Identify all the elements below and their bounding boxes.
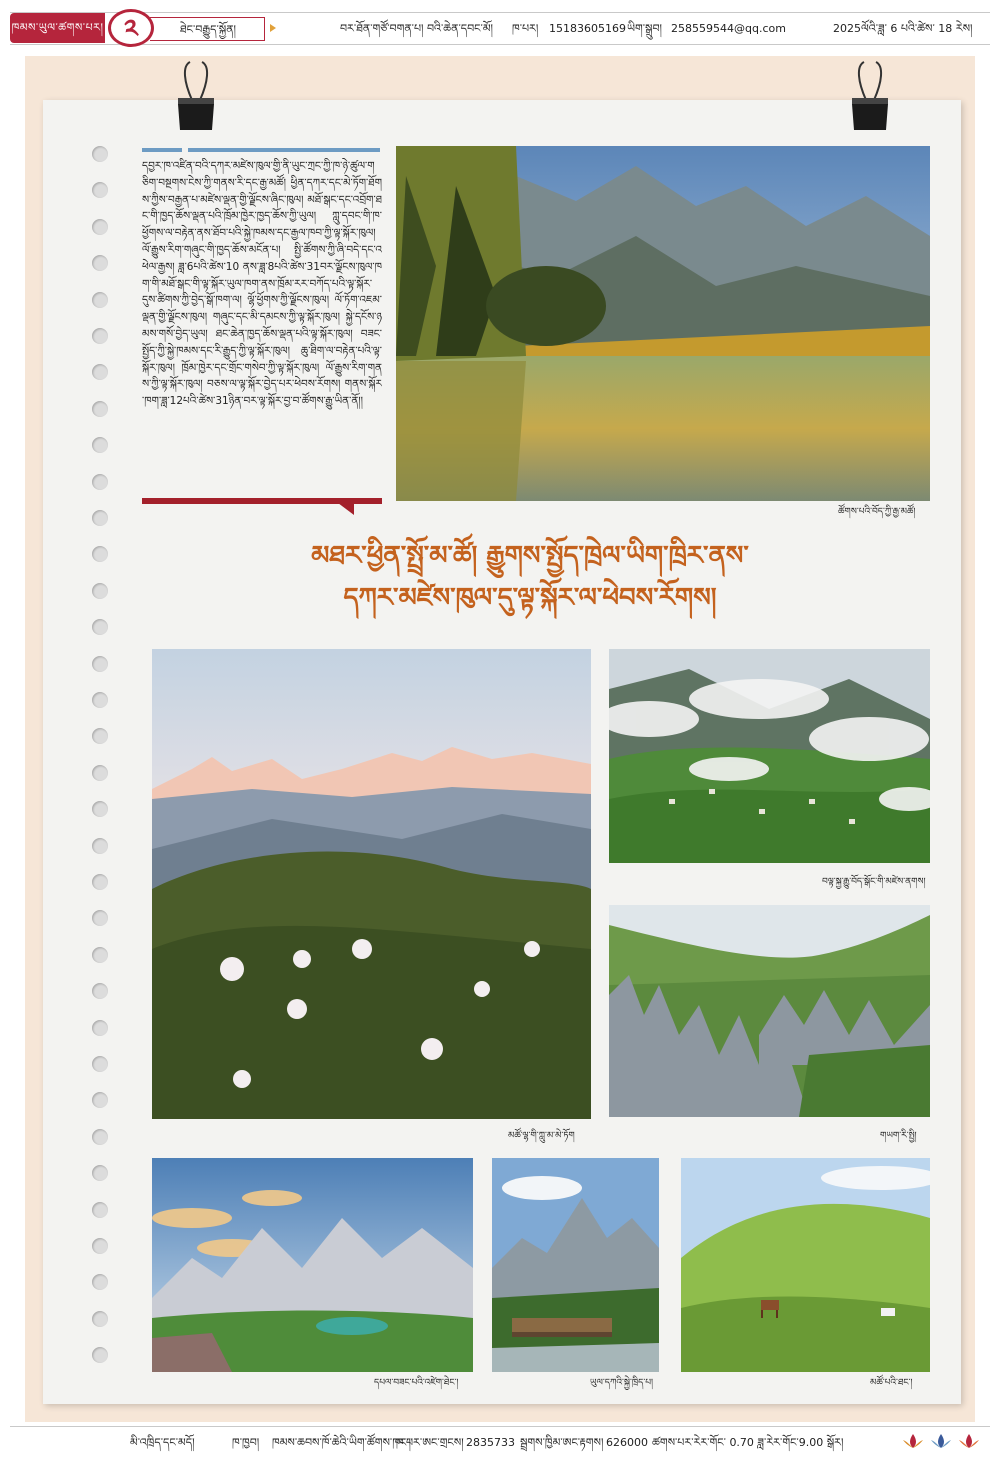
footer-office: ཁམས་ཆབས་ཁོ་ཆེའི་ཡིག་ཚོགས་ཁང་། [272, 1436, 411, 1449]
masthead: ཁམས་ཡུལ་ཚགས་པར། [10, 13, 105, 43]
binder-hole [92, 656, 108, 672]
photo-stone-forest [609, 905, 930, 1117]
binder-hole [92, 292, 108, 308]
email-label: ཡིག་སྒྲུབ། [627, 22, 662, 35]
email[interactable]: 258559544@qq.com [671, 22, 786, 35]
binder-hole [92, 838, 108, 854]
caption: མཚོ་ལྷ་གི་ཀླུ་མ་མེ་ཏོག [508, 1131, 575, 1141]
caption: གཡག་རི་སྤྱི། [880, 1131, 917, 1141]
photo-misty-village [609, 649, 930, 863]
binder-hole [92, 1238, 108, 1254]
headline-line-1: མཐར་ཕྱིན་སྤྲོ་མ་ཚོ། རྒྱུགས་སྤྱོད་ཁྲེལ་ཡིག་ཁྲིར་ནས་ [311, 541, 749, 571]
binder-hole [92, 146, 108, 162]
phone-number: 15183605169 [549, 22, 626, 35]
binder-hole [92, 692, 108, 708]
caption: བལྟ་སྐྱ་རྒྱུ་བོད་སྒོང་གི་མཛེས་ནགས། [822, 877, 926, 887]
lotus-ornament-icon [956, 1432, 982, 1450]
footer-postcode: 626000 [606, 1436, 648, 1449]
header-top-rule [10, 12, 990, 13]
binder-hole [92, 765, 108, 781]
binder-hole [92, 947, 108, 963]
caption: དཔལ་བཟང་པའི་འཛེག་ཐེང་། [374, 1378, 459, 1388]
footer-address: ཁ་ཁྱབ། [232, 1436, 260, 1449]
header-bottom-rule [10, 44, 990, 45]
headline-line-2: དཀར་མཛེས་ཁུལ་དུ་ལྟ་སྐོར་ལ་ཕེབས་རོགས། [343, 583, 717, 613]
article-body: དབྱར་ཁ་འཛིན་བའི་དཀར་མཛེས་ཁུལ་གྱི་ནི་ཡུང་ཀྲང་ཀྱི་ཁ་ཉེ་ཚུལ་གཅིག་བསྔགས་ངེས་ཀྱི་གནས་རི་དང་རྒྱ་མཚོ། ཕྱིན་དཀར་དང་མེ་ཏོག་ཐོགས་ཀྱིས་བརྒྱན་པ་མཛེས་ལྡན་གྱི་ལྗོངས་ཞིང་ཁུལ། མཐོ་སྒང་དང་འབྲོག་ཐང་གི་ཁྱད་ཆོས་ལྡན་པའི་ཁྲོམ་ཁྱེར་ཁྱད་ཆོས་ཀྱི་ཡུལ། ཀླུ་དབང་གི་ཁ་ཕྱོགས་ལ་བརྟེན་ནས་ཐོབ་པའི་སྐྱེ་ཁམས་དང་རྒྱལ་ཁབ་ཀྱི་ལྟ་སྐོར་ཁུལ། ལོ་རྒྱུས་རིག་གཞུང་གི་ཁྱད་ཆོས་མངོན་པ། སྤྱི་ཚོགས་ཀྱི་ཞི་བདེ་དང་འཕེལ་རྒྱས། ཟླ་6པའི་ཚེས་10 ནས་ཟླ་8པའི་ཚེས་31བར་ལྗོངས་ཁུལ་ཁག་གི་མཐོ་སྒང་གི་ལྟ་སྐོར་ཡུལ་ཁག་ནས་ཁྲོམ་རར་བཀོད་པའི་ལྟ་སྐོར་དུས་ཚིགས་ཀྱི་བྱེད་སྒོ་ཁག་ལ། ལྷོ་ཕྱོགས་ཀྱི་ལྗོངས་ཁུལ། ལོ་ཏོག་འཇམ་ལྡན་གྱི་ལྗོངས་ཁུལ། གཞུང་དང་མི་དམངས་ཀྱི་ལྟ་སྐོར་ཁུལ། སྐྱེ་དངོས་ཉམས་གསོ་བྱེད་ཡུལ། ཐང་ཆེན་ཁྱད་ཆོས་ལྡན་པའི་ལྟ་སྐོར་ཁུལ། བཟང་སྤྱོད་ཀྱི་སྐྱེ་ཁམས་དང་རི་རྒྱུད་ཀྱི་ལྟ་སྐོར་ཁུལ། ཆུ་ཐིག་ལ་བརྟེན་པའི་ལྟ་སྐོར་ཁུལ། ཁྲོམ་ཁྱེར་དང་གྲོང་གསེབ་ཀྱི་ལྟ་སྐོར་ཁུལ། ལོ་རྒྱུས་རིག་གནས་ཀྱི་ལྟ་སྐོར་ཁུལ། བཅས་ལ་ལྟ་སྐོར་བྱེད་པར་ཕེབས་རོགས། གནས་སྐོར་ཁག་ཟླ་12པའི་ཚེས་31ཉིན་བར་ལྟ་སྐོར་བྱ་བ་ཚོགས་རྒྱུ་ཡིན་ནོ།། [142, 160, 382, 408]
column-rule [142, 148, 182, 152]
binder-hole [92, 1020, 108, 1036]
footer-post-label: སྦྲགས་ཁྱིམ་ཨང་རྟགས། [520, 1436, 604, 1449]
binder-hole [92, 328, 108, 344]
binder-hole [92, 1056, 108, 1072]
photo-bridge [492, 1158, 659, 1372]
page-number: ༢ [108, 9, 154, 47]
binder-hole [92, 874, 108, 890]
footer-phone-label: ཁ་པར་ཨང་གྲངས། [396, 1436, 464, 1449]
column-rule [188, 148, 380, 152]
binder-hole [92, 401, 108, 417]
section-title: ཐེང་བརྒྱུད་སྐྱོན། [150, 17, 265, 41]
caption: ཡུལ་དཀའི་སྐྱེ་ཁྲིད་པ། [590, 1378, 654, 1388]
photo-grassland [681, 1158, 930, 1372]
binder-hole [92, 1202, 108, 1218]
lotus-ornament-icon [900, 1432, 926, 1450]
caption: མཚོ་པའི་ཐང་། [870, 1378, 913, 1388]
binder-hole [92, 1129, 108, 1145]
footer-address-label: མི་འཁྲིད་དང་མདོ། [130, 1436, 195, 1449]
editor-line: བར་ཐོན་གཙོ་བགན་པ། བའི་ཆེན་དབང་མོ། [340, 22, 493, 35]
binder-hole [92, 1311, 108, 1327]
binder-hole [92, 510, 108, 526]
footer-price: ཚགས་པར་རེར་གོང་ 0.70 ཟླ་རེར་གོང་9.00 སྒོར། [652, 1436, 844, 1449]
phone-label: ཁ་པར། [512, 22, 539, 35]
footer-rule [10, 1426, 990, 1427]
footer-phone: 2835733 [466, 1436, 515, 1449]
issue-date: 2025ལོའི་ཟླ་ 6 པའི་ཚེས་ 18 རེས། [833, 22, 973, 35]
binder-clip-icon [850, 60, 890, 132]
photo-lake [396, 146, 930, 501]
binder-hole [92, 474, 108, 490]
binder-hole [92, 583, 108, 599]
photo-snow-peaks [152, 1158, 473, 1372]
caption: ཚོགས་པའི་བོད་ཀྱི་རྒྱ་མཚོ། [838, 507, 916, 517]
binder-clip-icon [176, 60, 216, 132]
photo-rhododendron [152, 649, 591, 1119]
column-notch [338, 503, 354, 515]
lotus-ornament-icon [928, 1432, 954, 1450]
arrow-icon [270, 24, 276, 32]
binder-hole [92, 219, 108, 235]
